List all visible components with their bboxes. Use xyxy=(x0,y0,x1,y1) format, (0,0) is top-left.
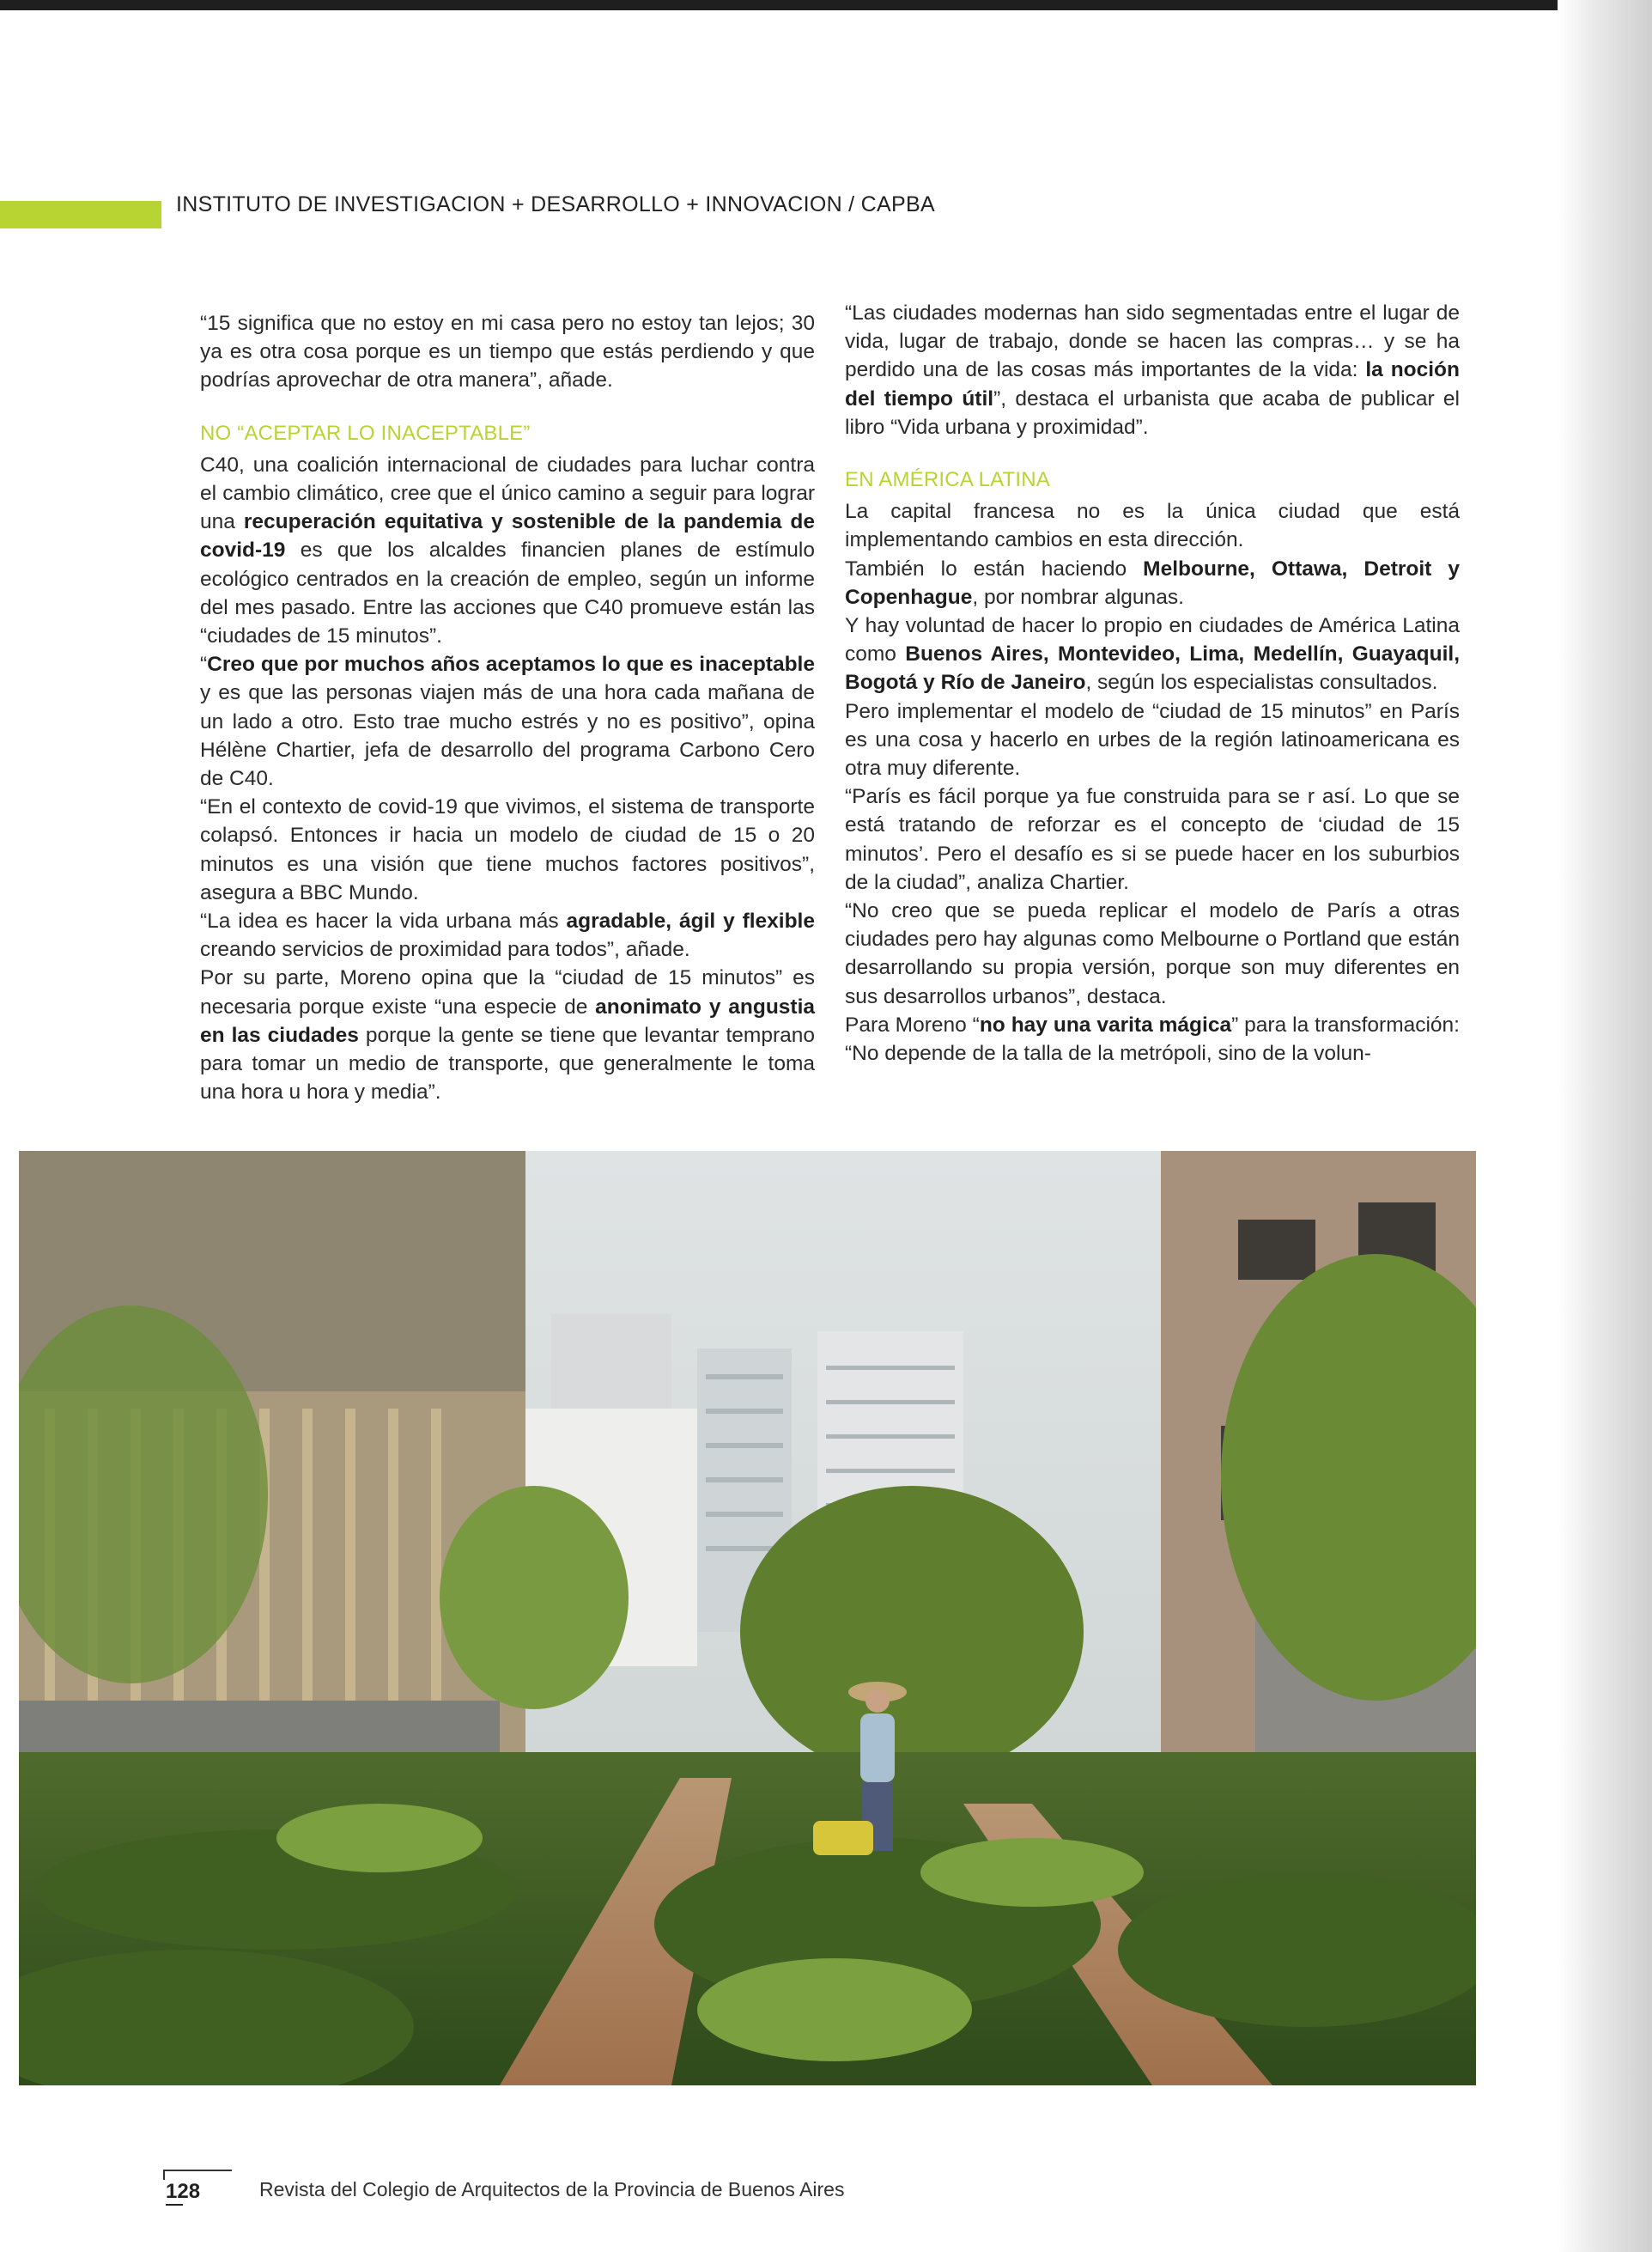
footer-rule-tick xyxy=(163,2170,165,2180)
paragraph: “Creo que por muchos años aceptamos lo que es inaceptable y es que las personas viajen más de una hora cada mañana de un lado a otro. Esto trae mucho estrés y no es positivo”, opina Hélène Chartier, jefa de desarrollo del programa Carbono Cero de C40. xyxy=(200,653,815,791)
paragraph: Por su parte, Moreno opina que la “ciudad de 15 minutos” es necesaria porque existe “una especie de anonimato y angustia en las ciudades porque la gente se tiene que levantar temprano para tomar un medio de transporte, que generalmente le toma una hora u hora y media”. xyxy=(200,966,815,1105)
top-edge-line xyxy=(0,0,1652,10)
subheading: NO “ACEPTAR LO INACEPTABLE” xyxy=(200,421,531,445)
page-number: 128 xyxy=(166,2180,201,2203)
page-gutter-shadow xyxy=(1558,0,1652,2252)
section-header: INSTITUTO DE INVESTIGACION + DESARROLLO + INNOVACION / CAPBA xyxy=(176,192,935,216)
paragraph: Para Moreno “no hay una varita mágica” para la transformación: “No depende de la talla de la metrópoli, sino de la volun- xyxy=(845,1013,1460,1066)
paragraph: “15 significa que no estoy en mi casa pero no estoy tan lejos; 30 ya es otra cosa porque es un tiempo que estás perdiendo y que podrías aprovechar de otra manera”, añade. xyxy=(200,312,815,393)
subheading: EN AMÉRICA LATINA xyxy=(845,468,1051,492)
publication-name: Revista del Colegio de Arquitectos de la Provincia de Buenos Aires xyxy=(259,2178,845,2200)
paragraph: “La idea es hacer la vida urbana más agradable, ágil y flexible creando servicios de proximidad para todos”, añade. xyxy=(200,910,815,962)
paragraph: “Las ciudades modernas han sido segmentadas entre el lugar de vida, lugar de trabajo, donde se hacen las compras… y se ha perdido una de las cosas más importantes de la vida: la noción del tiempo útil”, destaca el urbanista que acaba de publicar el libro “Vida urbana y proximidad”. xyxy=(845,301,1460,439)
left-column xyxy=(200,309,815,1106)
header-accent-bar xyxy=(0,201,161,228)
paragraph: Pero implementar el modelo de “ciudad de 15 minutos” en París es una cosa y hacerlo en urbes de la región latinoamericana es otra muy diferente. xyxy=(845,699,1460,781)
footer-rule xyxy=(163,2170,232,2171)
paragraph: La capital francesa no es la única ciudad que está implementando cambios en esta dirección. xyxy=(845,500,1460,552)
urban-garden-illustration xyxy=(19,1151,1476,2085)
paragraph: Y hay voluntad de hacer lo propio en ciudades de América Latina como Buenos Aires, Montevideo, Lima, Medellín, Guayaquil, Bogotá y Río de Janeiro, según los especialistas consultados. xyxy=(845,614,1461,695)
paragraph: “París es fácil porque ya fue construida para se r así. Lo que se está tratando de reforzar es el concepto de ‘ciudad de 15 minutos’. Pero el desafío es si se puede hacer en los suburbios de la ciudad”, analiza Chartier. xyxy=(845,785,1460,894)
paragraph: También lo están haciendo Melbourne, Ottawa, Detroit y Copenhague, por nombrar algunas. xyxy=(845,557,1460,609)
paragraph: “No creo que se pueda replicar el modelo de París a otras ciudades pero hay algunas como Melbourne o Portland que están desarrollando su propia versión, porque son muy diferentes en sus desarrollos urbanos”, destaca. xyxy=(845,899,1460,1008)
page-number-underline xyxy=(166,2204,183,2206)
right-column xyxy=(845,299,1460,1068)
paragraph: C40, una coalición internacional de ciudades para luchar contra el cambio climático, cree que el único camino a seguir para lograr una recuperación equitativa y sostenible de la pandemia de covid-19 es que los alcaldes financien planes de estímulo ecológico centrados en la creación de empleo, según un informe del mes pasado. Entre las acciones que C40 promueve están las “ciudades de 15 minutos”. xyxy=(200,453,815,648)
urban-garden-photo xyxy=(19,1151,1476,2085)
paragraph: “En el contexto de covid-19 que vivimos, el sistema de transporte colapsó. Entonces ir hacia un modelo de ciudad de 15 o 20 minutos es una visión que tiene muchos factores positivos”, asegura a BBC Mundo. xyxy=(200,795,815,904)
